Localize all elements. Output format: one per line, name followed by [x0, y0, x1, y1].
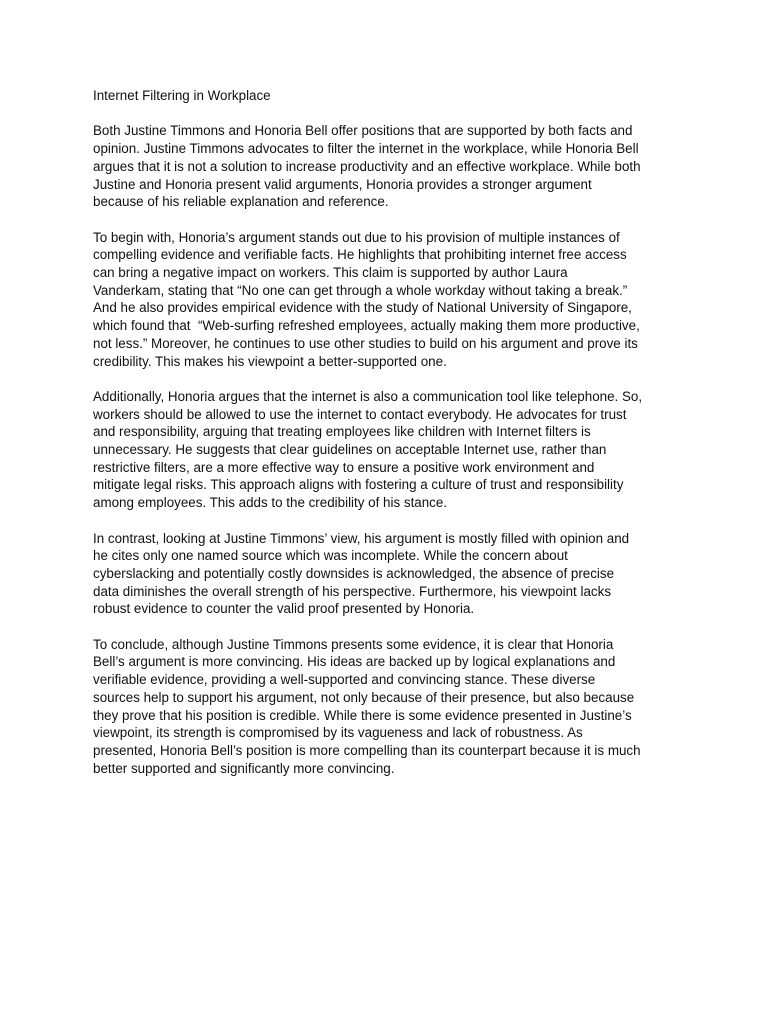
- text-line: Bell’s argument is more convincing. His ideas are backed up by logical explanations and: [93, 654, 616, 670]
- text-line: workers should be allowed to use the internet to contact everybody. He advocates for trust: [93, 406, 627, 422]
- text-line: presented, Honoria Bell’s position is more compelling than its counterpart because it is much: [93, 742, 641, 758]
- text-line: Both Justine Timmons and Honoria Bell offer positions that are supported by both facts and: [93, 123, 633, 139]
- text-line: In contrast, looking at Justine Timmons’ view, his argument is mostly filled with opinion and: [93, 530, 630, 546]
- paragraph-intro: [93, 122, 675, 211]
- text-line: cyberslacking and potentially costly downsides is acknowledged, the absence of precise: [93, 565, 615, 581]
- text-line: not less.” Moreover, he continues to use other studies to build on his argument and prove its: [93, 335, 638, 351]
- text-line: restrictive filters, are a more effective way to ensure a positive work environment and: [93, 459, 595, 475]
- document-title: Internet Filtering in Workplace: [93, 88, 271, 103]
- document-body: [93, 87, 675, 795]
- text-line: To begin with, Honoria’s argument stands out due to his provision of multiple instances of: [93, 229, 620, 245]
- text-line: Justine and Honoria present valid arguments, Honoria provides a stronger argument: [93, 176, 592, 192]
- text-line: because of his reliable explanation and reference.: [93, 194, 389, 210]
- text-line: compelling evidence and verifiable facts. He highlights that prohibiting internet free access: [93, 247, 627, 263]
- text-line: Additionally, Honoria argues that the internet is also a communication tool like telephone. So,: [93, 388, 643, 404]
- text-line: he cites only one named source which was incomplete. While the concern about: [93, 548, 568, 564]
- text-line: opinion. Justine Timmons advocates to filter the internet in the workplace, while Honoria Bell: [93, 141, 639, 157]
- text-line: which found that “Web-surfing refreshed employees, actually making them more productive,: [93, 318, 640, 334]
- text-line: credibility. This makes his viewpoint a better-supported one.: [93, 353, 447, 369]
- text-line: Vanderkam, stating that “No one can get through a whole workday without taking a break.”: [93, 282, 628, 298]
- paragraph-body-2: [93, 388, 675, 512]
- text-line: unnecessary. He suggests that clear guidelines on acceptable Internet use, rather than: [93, 442, 607, 458]
- text-line: robust evidence to counter the valid proof presented by Honoria.: [93, 601, 475, 617]
- text-line: verifiable evidence, providing a well-supported and convincing stance. These diverse: [93, 672, 596, 688]
- text-line: data diminishes the overall strength of his perspective. Furthermore, his viewpoint lacks: [93, 583, 612, 599]
- paragraph-body-3: [93, 530, 675, 619]
- text-line: argues that it is not a solution to increase productivity and an effective workplace. While both: [93, 158, 641, 174]
- text-line: among employees. This adds to the credibility of his stance.: [93, 495, 448, 511]
- text-line: And he also provides empirical evidence with the study of National University of Singapore,: [93, 300, 632, 316]
- text-line: mitigate legal risks. This approach aligns with fostering a culture of trust and responsibility: [93, 477, 624, 493]
- text-line: better supported and significantly more convincing.: [93, 760, 395, 776]
- text-line: they prove that his position is credible. While there is some evidence presented in Justine’s: [93, 707, 632, 723]
- text-line: and responsibility, arguing that treating employees like children with Internet filters is: [93, 424, 591, 440]
- text-line: To conclude, although Justine Timmons presents some evidence, it is clear that Honoria: [93, 636, 614, 652]
- text-line: sources help to support his argument, not only because of their presence, but also because: [93, 689, 635, 705]
- text-line: can bring a negative impact on workers. This claim is supported by author Laura: [93, 265, 568, 280]
- text-line: viewpoint, its strength is compromised by its vagueness and lack of robustness. As: [93, 725, 583, 741]
- paragraph-conclusion: [93, 636, 675, 778]
- paragraph-body-1: [93, 229, 675, 371]
